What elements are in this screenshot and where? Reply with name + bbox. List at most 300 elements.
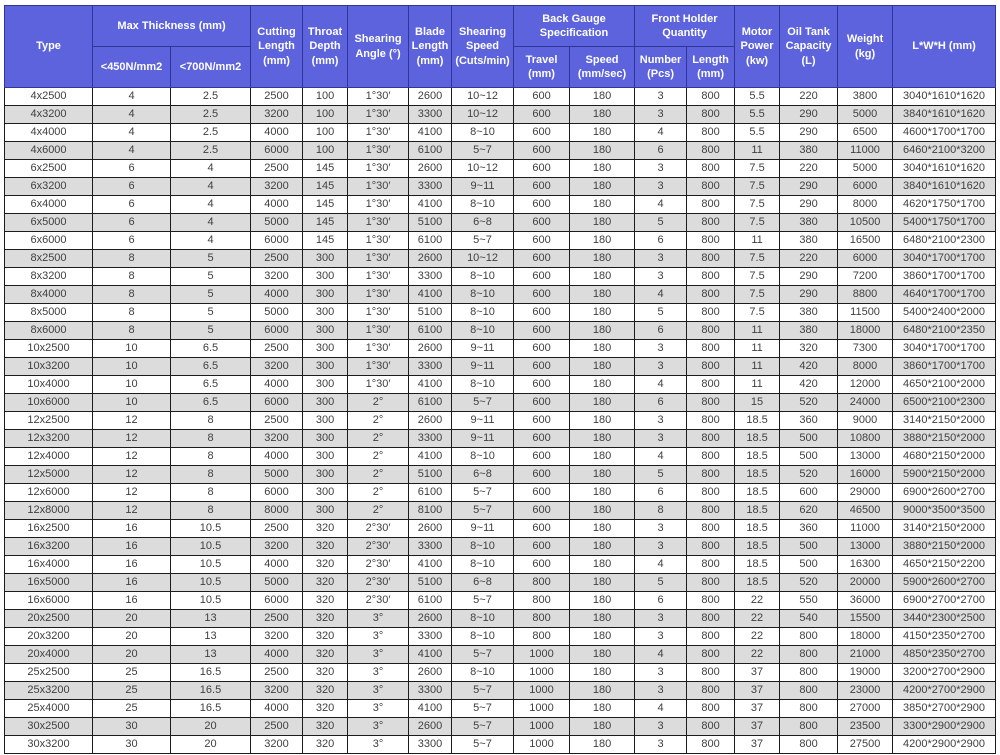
cell-number: 5 (635, 466, 687, 484)
cell-lwh: 4850*2350*2700 (893, 646, 996, 664)
cell-max-700: 8 (171, 502, 251, 520)
cell-shearing-speed: 10~12 (452, 88, 514, 106)
cell-blade-length: 3300 (409, 358, 452, 376)
cell-oil-tank-capacity: 500 (780, 448, 838, 466)
cell-lwh: 5400*2400*2000 (893, 304, 996, 322)
cell-type: 8x4000 (5, 286, 93, 304)
cell-weight: 6000 (838, 178, 893, 196)
cell-cutting-length: 6000 (251, 394, 303, 412)
table-row (5, 214, 996, 232)
cell-length: 800 (687, 448, 735, 466)
cell-blade-length: 2600 (409, 664, 452, 682)
cell-weight: 11000 (838, 142, 893, 160)
cell-number: 3 (635, 268, 687, 286)
cell-shearing-angle: 2°30′ (348, 556, 409, 574)
cell-speed: 180 (570, 430, 635, 448)
cell-lwh: 6500*2100*2300 (893, 394, 996, 412)
cell-motor-power: 18.5 (735, 484, 780, 502)
cell-lwh: 6480*2100*2300 (893, 232, 996, 250)
cell-speed: 180 (570, 664, 635, 682)
cell-motor-power: 18.5 (735, 538, 780, 556)
cell-weight: 23000 (838, 682, 893, 700)
cell-type: 6x3200 (5, 178, 93, 196)
cell-lwh: 3860*1700*1700 (893, 268, 996, 286)
cell-shearing-angle: 2° (348, 502, 409, 520)
col-header-motor-power: Motor Power (kw) (735, 6, 780, 88)
cell-speed: 180 (570, 358, 635, 376)
cell-shearing-angle: 1°30′ (348, 178, 409, 196)
cell-shearing-speed: 5~7 (452, 142, 514, 160)
cell-weight: 5000 (838, 160, 893, 178)
table-row (5, 466, 996, 484)
cell-length: 800 (687, 106, 735, 124)
cell-number: 3 (635, 160, 687, 178)
cell-number: 6 (635, 142, 687, 160)
cell-throat-depth: 320 (303, 718, 348, 736)
cell-number: 6 (635, 592, 687, 610)
cell-motor-power: 7.5 (735, 178, 780, 196)
cell-number: 4 (635, 646, 687, 664)
cell-weight: 21000 (838, 646, 893, 664)
cell-blade-length: 2600 (409, 520, 452, 538)
cell-lwh: 4650*2150*2200 (893, 556, 996, 574)
cell-blade-length: 3300 (409, 628, 452, 646)
cell-cutting-length: 4000 (251, 448, 303, 466)
cell-max-700: 10.5 (171, 574, 251, 592)
cell-motor-power: 18.5 (735, 502, 780, 520)
cell-speed: 180 (570, 412, 635, 430)
cell-shearing-angle: 3° (348, 664, 409, 682)
cell-max-450: 10 (93, 340, 171, 358)
cell-motor-power: 11 (735, 322, 780, 340)
cell-speed: 180 (570, 376, 635, 394)
cell-oil-tank-capacity: 420 (780, 376, 838, 394)
cell-weight: 8000 (838, 358, 893, 376)
cell-length: 800 (687, 682, 735, 700)
cell-throat-depth: 320 (303, 736, 348, 754)
cell-cutting-length: 5000 (251, 574, 303, 592)
cell-length: 800 (687, 196, 735, 214)
cell-max-450: 12 (93, 484, 171, 502)
cell-oil-tank-capacity: 800 (780, 682, 838, 700)
cell-motor-power: 18.5 (735, 448, 780, 466)
cell-travel: 600 (514, 232, 570, 250)
col-header-travel: Travel (mm) (514, 47, 570, 88)
cell-motor-power: 7.5 (735, 214, 780, 232)
cell-travel: 600 (514, 196, 570, 214)
cell-throat-depth: 320 (303, 664, 348, 682)
cell-lwh: 4680*2150*2000 (893, 448, 996, 466)
cell-max-700: 2.5 (171, 88, 251, 106)
cell-oil-tank-capacity: 620 (780, 502, 838, 520)
cell-max-450: 25 (93, 700, 171, 718)
cell-blade-length: 2600 (409, 160, 452, 178)
cell-max-700: 10.5 (171, 556, 251, 574)
table-row (5, 520, 996, 538)
cell-oil-tank-capacity: 380 (780, 214, 838, 232)
cell-oil-tank-capacity: 290 (780, 268, 838, 286)
cell-type: 25x3200 (5, 682, 93, 700)
cell-weight: 8000 (838, 196, 893, 214)
cell-travel: 600 (514, 268, 570, 286)
cell-weight: 18000 (838, 628, 893, 646)
cell-shearing-angle: 3° (348, 610, 409, 628)
cell-max-450: 12 (93, 448, 171, 466)
cell-lwh: 4620*1750*1700 (893, 196, 996, 214)
cell-number: 3 (635, 250, 687, 268)
cell-travel: 600 (514, 106, 570, 124)
cell-cutting-length: 3200 (251, 682, 303, 700)
cell-cutting-length: 4000 (251, 556, 303, 574)
cell-weight: 11000 (838, 520, 893, 538)
cell-lwh: 4650*2100*2000 (893, 376, 996, 394)
cell-max-700: 16.5 (171, 664, 251, 682)
cell-throat-depth: 320 (303, 682, 348, 700)
cell-blade-length: 5100 (409, 214, 452, 232)
cell-max-700: 6.5 (171, 340, 251, 358)
cell-number: 3 (635, 106, 687, 124)
cell-number: 4 (635, 196, 687, 214)
cell-blade-length: 4100 (409, 196, 452, 214)
cell-shearing-speed: 5~7 (452, 502, 514, 520)
cell-weight: 11500 (838, 304, 893, 322)
cell-max-450: 12 (93, 502, 171, 520)
cell-blade-length: 6100 (409, 592, 452, 610)
cell-length: 800 (687, 376, 735, 394)
cell-blade-length: 2600 (409, 718, 452, 736)
cell-max-700: 5 (171, 322, 251, 340)
table-row (5, 556, 996, 574)
cell-oil-tank-capacity: 520 (780, 394, 838, 412)
cell-max-450: 8 (93, 322, 171, 340)
cell-lwh: 4640*1700*1700 (893, 286, 996, 304)
cell-lwh: 3040*1700*1700 (893, 250, 996, 268)
cell-weight: 16500 (838, 232, 893, 250)
cell-max-700: 5 (171, 304, 251, 322)
cell-blade-length: 8100 (409, 502, 452, 520)
cell-max-450: 8 (93, 268, 171, 286)
table-row (5, 592, 996, 610)
cell-weight: 7300 (838, 340, 893, 358)
cell-oil-tank-capacity: 320 (780, 340, 838, 358)
cell-max-450: 10 (93, 358, 171, 376)
cell-max-450: 20 (93, 646, 171, 664)
cell-motor-power: 22 (735, 610, 780, 628)
cell-type: 6x4000 (5, 196, 93, 214)
cell-lwh: 3040*1610*1620 (893, 88, 996, 106)
cell-cutting-length: 4000 (251, 124, 303, 142)
cell-shearing-speed: 8~10 (452, 628, 514, 646)
cell-blade-length: 4100 (409, 124, 452, 142)
cell-oil-tank-capacity: 600 (780, 484, 838, 502)
cell-motor-power: 7.5 (735, 268, 780, 286)
cell-max-700: 6.5 (171, 358, 251, 376)
cell-cutting-length: 2500 (251, 520, 303, 538)
cell-travel: 600 (514, 160, 570, 178)
cell-type: 6x6000 (5, 232, 93, 250)
cell-speed: 180 (570, 718, 635, 736)
cell-type: 10x3200 (5, 358, 93, 376)
cell-motor-power: 11 (735, 232, 780, 250)
cell-shearing-speed: 10~12 (452, 106, 514, 124)
cell-lwh: 5900*2600*2700 (893, 574, 996, 592)
table-row (5, 448, 996, 466)
cell-throat-depth: 320 (303, 628, 348, 646)
cell-number: 6 (635, 484, 687, 502)
cell-blade-length: 4100 (409, 448, 452, 466)
col-header-oil-tank-capacity: Oil Tank Capacity (L) (780, 6, 838, 88)
cell-weight: 46500 (838, 502, 893, 520)
cell-length: 800 (687, 484, 735, 502)
cell-travel: 600 (514, 88, 570, 106)
cell-max-450: 4 (93, 142, 171, 160)
cell-shearing-speed: 8~10 (452, 376, 514, 394)
cell-max-700: 20 (171, 718, 251, 736)
cell-length: 800 (687, 628, 735, 646)
cell-shearing-angle: 1°30′ (348, 286, 409, 304)
cell-shearing-angle: 1°30′ (348, 268, 409, 286)
cell-number: 5 (635, 574, 687, 592)
cell-blade-length: 3300 (409, 736, 452, 754)
cell-travel: 600 (514, 484, 570, 502)
cell-motor-power: 11 (735, 358, 780, 376)
cell-number: 3 (635, 178, 687, 196)
cell-oil-tank-capacity: 290 (780, 178, 838, 196)
table-row (5, 268, 996, 286)
cell-oil-tank-capacity: 800 (780, 736, 838, 754)
cell-max-700: 13 (171, 628, 251, 646)
cell-motor-power: 11 (735, 376, 780, 394)
cell-throat-depth: 300 (303, 358, 348, 376)
cell-speed: 180 (570, 304, 635, 322)
cell-number: 3 (635, 682, 687, 700)
cell-type: 12x2500 (5, 412, 93, 430)
cell-shearing-angle: 2° (348, 430, 409, 448)
table-row (5, 322, 996, 340)
cell-throat-depth: 300 (303, 268, 348, 286)
cell-travel: 800 (514, 610, 570, 628)
cell-shearing-angle: 2° (348, 412, 409, 430)
cell-motor-power: 18.5 (735, 556, 780, 574)
cell-throat-depth: 300 (303, 484, 348, 502)
cell-type: 25x4000 (5, 700, 93, 718)
cell-lwh: 4200*2700*2900 (893, 682, 996, 700)
cell-type: 4x4000 (5, 124, 93, 142)
cell-max-700: 13 (171, 646, 251, 664)
cell-shearing-speed: 8~10 (452, 610, 514, 628)
cell-travel: 1000 (514, 718, 570, 736)
cell-throat-depth: 320 (303, 538, 348, 556)
cell-oil-tank-capacity: 800 (780, 646, 838, 664)
cell-shearing-speed: 8~10 (452, 286, 514, 304)
cell-shearing-angle: 3° (348, 628, 409, 646)
cell-cutting-length: 3200 (251, 430, 303, 448)
cell-length: 800 (687, 358, 735, 376)
cell-number: 5 (635, 304, 687, 322)
cell-length: 800 (687, 340, 735, 358)
table-header (5, 6, 996, 88)
cell-length: 800 (687, 466, 735, 484)
table-row (5, 646, 996, 664)
cell-type: 16x5000 (5, 574, 93, 592)
cell-lwh: 3200*2700*2900 (893, 664, 996, 682)
cell-number: 4 (635, 556, 687, 574)
cell-weight: 9000 (838, 412, 893, 430)
cell-max-700: 8 (171, 466, 251, 484)
cell-weight: 12000 (838, 376, 893, 394)
cell-blade-length: 3300 (409, 268, 452, 286)
cell-throat-depth: 300 (303, 340, 348, 358)
table-row (5, 286, 996, 304)
cell-weight: 6500 (838, 124, 893, 142)
cell-shearing-angle: 1°30′ (348, 376, 409, 394)
cell-type: 10x6000 (5, 394, 93, 412)
cell-travel: 600 (514, 538, 570, 556)
cell-number: 4 (635, 124, 687, 142)
cell-shearing-angle: 1°30′ (348, 232, 409, 250)
cell-oil-tank-capacity: 500 (780, 430, 838, 448)
cell-weight: 10800 (838, 430, 893, 448)
cell-number: 3 (635, 664, 687, 682)
cell-shearing-speed: 8~10 (452, 538, 514, 556)
cell-type: 12x6000 (5, 484, 93, 502)
cell-travel: 1000 (514, 700, 570, 718)
cell-lwh: 3860*1700*1700 (893, 358, 996, 376)
cell-blade-length: 3300 (409, 430, 452, 448)
cell-blade-length: 5100 (409, 574, 452, 592)
cell-shearing-angle: 1°30′ (348, 358, 409, 376)
cell-motor-power: 5.5 (735, 124, 780, 142)
cell-shearing-speed: 8~10 (452, 664, 514, 682)
cell-speed: 180 (570, 610, 635, 628)
cell-motor-power: 18.5 (735, 574, 780, 592)
cell-weight: 7200 (838, 268, 893, 286)
cell-throat-depth: 300 (303, 286, 348, 304)
cell-weight: 29000 (838, 484, 893, 502)
cell-length: 800 (687, 502, 735, 520)
cell-max-700: 6.5 (171, 394, 251, 412)
cell-speed: 180 (570, 556, 635, 574)
cell-cutting-length: 2500 (251, 88, 303, 106)
cell-max-700: 4 (171, 214, 251, 232)
cell-blade-length: 3300 (409, 178, 452, 196)
cell-weight: 20000 (838, 574, 893, 592)
cell-lwh: 3880*2150*2000 (893, 538, 996, 556)
cell-cutting-length: 6000 (251, 142, 303, 160)
cell-number: 6 (635, 322, 687, 340)
cell-max-700: 8 (171, 412, 251, 430)
cell-oil-tank-capacity: 800 (780, 718, 838, 736)
cell-number: 3 (635, 610, 687, 628)
cell-motor-power: 5.5 (735, 106, 780, 124)
cell-shearing-angle: 3° (348, 646, 409, 664)
cell-oil-tank-capacity: 540 (780, 610, 838, 628)
cell-number: 3 (635, 430, 687, 448)
table-row (5, 664, 996, 682)
cell-blade-length: 2600 (409, 250, 452, 268)
cell-speed: 180 (570, 574, 635, 592)
cell-throat-depth: 300 (303, 502, 348, 520)
table-row (5, 142, 996, 160)
cell-shearing-speed: 5~7 (452, 484, 514, 502)
cell-travel: 600 (514, 178, 570, 196)
cell-oil-tank-capacity: 520 (780, 466, 838, 484)
cell-oil-tank-capacity: 800 (780, 700, 838, 718)
cell-oil-tank-capacity: 380 (780, 232, 838, 250)
cell-lwh: 4200*2900*2900 (893, 736, 996, 754)
cell-length: 800 (687, 718, 735, 736)
cell-throat-depth: 300 (303, 250, 348, 268)
cell-type: 20x2500 (5, 610, 93, 628)
cell-max-450: 4 (93, 124, 171, 142)
col-header-back-gauge-group: Back Gauge Specification (514, 6, 635, 47)
table-row (5, 700, 996, 718)
cell-cutting-length: 3200 (251, 106, 303, 124)
cell-length: 800 (687, 286, 735, 304)
cell-number: 8 (635, 502, 687, 520)
cell-weight: 16000 (838, 466, 893, 484)
cell-travel: 600 (514, 466, 570, 484)
cell-blade-length: 2600 (409, 412, 452, 430)
cell-speed: 180 (570, 736, 635, 754)
cell-length: 800 (687, 214, 735, 232)
cell-oil-tank-capacity: 220 (780, 88, 838, 106)
cell-type: 6x2500 (5, 160, 93, 178)
cell-speed: 180 (570, 250, 635, 268)
cell-cutting-length: 4000 (251, 700, 303, 718)
table-row (5, 628, 996, 646)
cell-shearing-angle: 1°30′ (348, 304, 409, 322)
cell-lwh: 5400*1750*1700 (893, 214, 996, 232)
cell-shearing-angle: 1°30′ (348, 322, 409, 340)
cell-motor-power: 18.5 (735, 466, 780, 484)
cell-lwh: 6460*2100*3200 (893, 142, 996, 160)
cell-max-450: 8 (93, 286, 171, 304)
cell-shearing-angle: 2° (348, 484, 409, 502)
cell-throat-depth: 320 (303, 556, 348, 574)
cell-shearing-angle: 1°30′ (348, 214, 409, 232)
cell-lwh: 6900*2700*2700 (893, 592, 996, 610)
cell-max-700: 16.5 (171, 682, 251, 700)
cell-speed: 180 (570, 484, 635, 502)
cell-lwh: 3300*2900*2900 (893, 718, 996, 736)
cell-cutting-length: 4000 (251, 286, 303, 304)
cell-oil-tank-capacity: 220 (780, 250, 838, 268)
cell-travel: 600 (514, 430, 570, 448)
col-header-max-thickness-group: Max Thickness (mm) (93, 6, 251, 47)
table-row (5, 484, 996, 502)
cell-cutting-length: 6000 (251, 592, 303, 610)
cell-motor-power: 18.5 (735, 520, 780, 538)
cell-throat-depth: 320 (303, 574, 348, 592)
col-header-shearing-angle: Shearing Angle (°) (348, 6, 409, 88)
cell-shearing-speed: 9~11 (452, 430, 514, 448)
cell-shearing-angle: 2°30′ (348, 574, 409, 592)
cell-throat-depth: 145 (303, 214, 348, 232)
cell-type: 12x5000 (5, 466, 93, 484)
cell-blade-length: 3300 (409, 682, 452, 700)
cell-oil-tank-capacity: 290 (780, 106, 838, 124)
cell-blade-length: 4100 (409, 700, 452, 718)
cell-travel: 600 (514, 520, 570, 538)
cell-max-450: 16 (93, 592, 171, 610)
table-row (5, 178, 996, 196)
cell-shearing-speed: 5~7 (452, 646, 514, 664)
cell-max-450: 10 (93, 376, 171, 394)
cell-travel: 600 (514, 322, 570, 340)
cell-length: 800 (687, 124, 735, 142)
cell-oil-tank-capacity: 550 (780, 592, 838, 610)
